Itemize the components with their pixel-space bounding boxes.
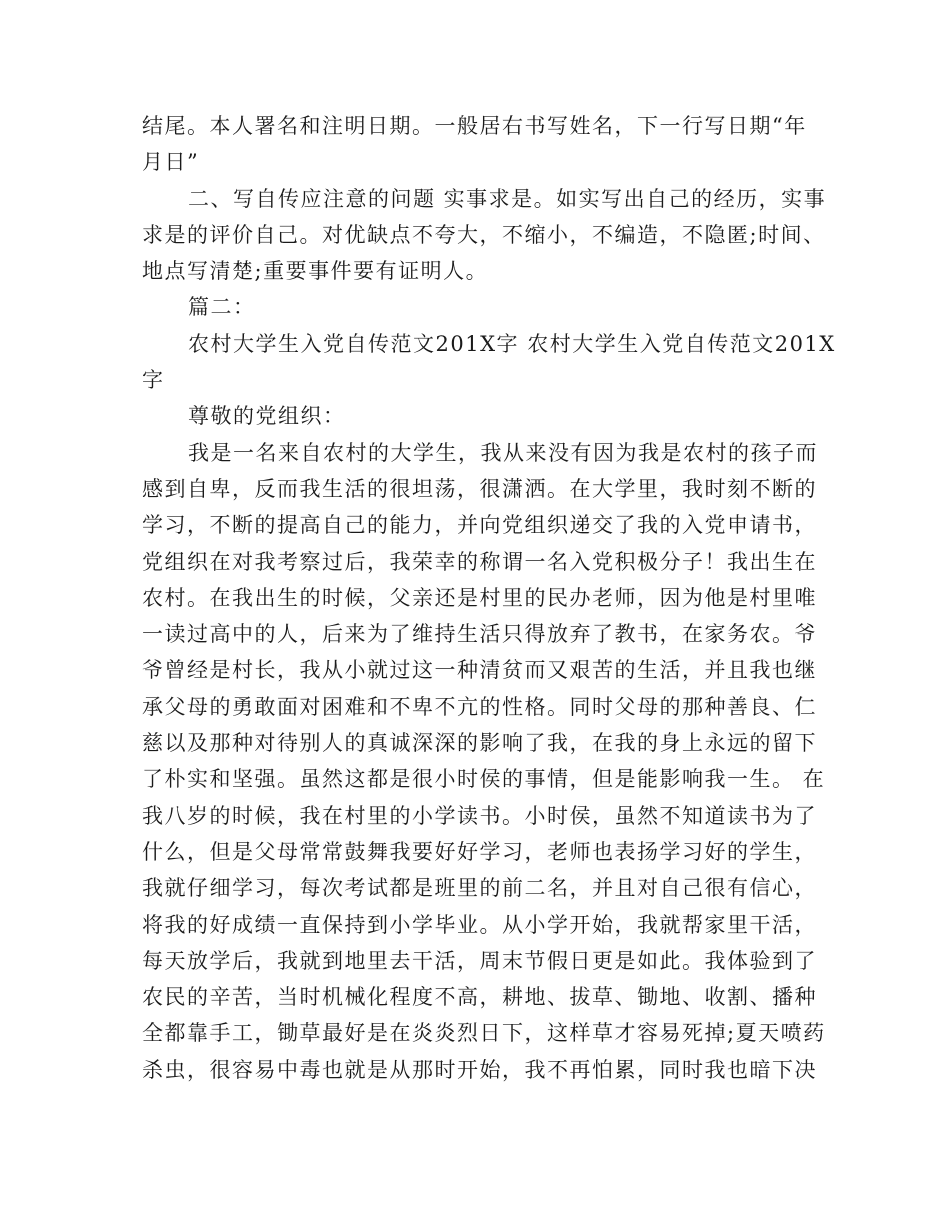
text-line: 杀虫，很容易中毒也就是从那时开始，我不再怕累，同时我也暗下决	[142, 1057, 817, 1082]
text-line: 农民的辛苦，当时机械化程度不高，耕地、拔草、锄地、收割、播种	[142, 985, 817, 1010]
text-line: 全都靠手工，锄草最好是在炎炎烈日下，这样草才容易死掉;夏天喷药	[142, 1021, 826, 1046]
text-line: 每天放学后，我就到地里去干活，周末节假日更是如此。我体验到了	[142, 948, 817, 973]
text-line: 承父母的勇敢面对困难和不卑不亢的性格。同时父母的那种善良、仁	[142, 694, 817, 719]
text-line: 尊敬的党组织：	[188, 404, 346, 429]
text-line: 求是的评价自己。对优缺点不夸大，不缩小，不编造，不隐匿;时间、	[142, 222, 826, 247]
text-line: 地点写清楚;重要事件要有证明人。	[142, 259, 489, 284]
text-line: 什么，但是父母常常鼓舞我要好好学习，老师也表扬学习好的学生，	[142, 839, 817, 864]
text-line: 字	[142, 368, 165, 393]
text-line: 爷曾经是村长，我从小就过这一种清贫而又艰苦的生活，并且我也继	[142, 658, 817, 683]
text-line: 将我的好成绩一直保持到小学毕业。从小学开始，我就帮家里干活，	[142, 912, 817, 937]
text-line: 结尾。本人署名和注明日期。一般居右书写姓名，下一行写日期“年	[142, 114, 807, 138]
text-line: 篇二：	[188, 295, 256, 320]
text-line: 党组织在对我考察过后，我荣幸的称谓一名入党积极分子！我出生在	[142, 549, 817, 574]
text-line: 感到自卑，反而我生活的很坦荡，很潇洒。在大学里，我时刻不断的	[142, 476, 817, 501]
text-line: 农村。在我出生的时候，父亲还是村里的民办老师，因为他是村里唯	[142, 585, 817, 610]
text-line: 二、写自传应注意的问题 实事求是。如实写出自己的经历，实事	[188, 186, 827, 211]
text-line: 学习，不断的提高自己的能力，并向党组织递交了我的入党申请书，	[142, 513, 817, 538]
text-line: 我是一名来自农村的大学生，我从来没有因为我是农村的孩子而	[188, 440, 818, 465]
text-line: 慈以及那种对待别人的真诚深深的影响了我，在我的身上永远的留下	[142, 731, 817, 756]
text-line: 月日”	[142, 150, 200, 175]
text-line: 了朴实和坚强。虽然这都是很小时侯的事情，但是能影响我一生。 在	[142, 767, 826, 792]
text-line: 农村大学生入党自传范文201X字 农村大学生入党自传范文201X	[188, 331, 836, 356]
text-line: 我就仔细学习，每次考试都是班里的前二名，并且对自己很有信心，	[142, 876, 817, 901]
document-body	[142, 108, 836, 1088]
text-line: 我八岁的时候，我在村里的小学读书。小时侯，虽然不知道读书为了	[142, 803, 817, 828]
text-line: 一读过高中的人，后来为了维持生活只得放弃了教书，在家务农。爷	[142, 622, 817, 647]
